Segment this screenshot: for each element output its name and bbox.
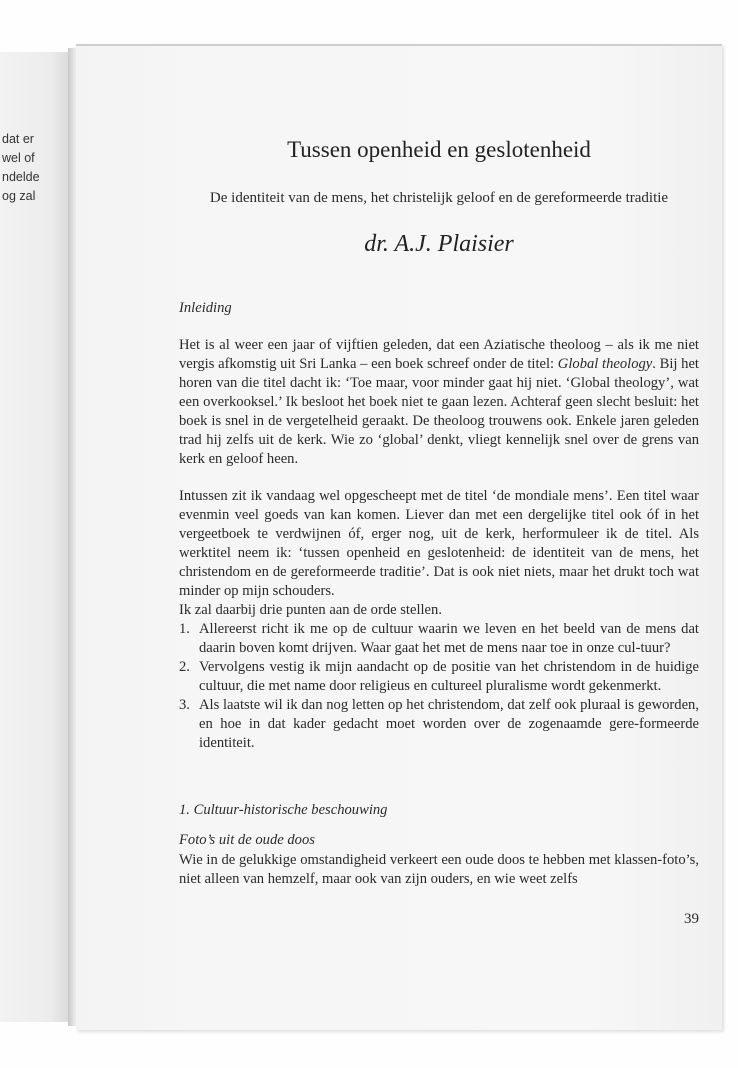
- list-item: [179, 658, 699, 696]
- body-paragraph: Wie in de gelukkige omstandigheid verkeert een oude doos te hebben met klassen-foto’s, niet alleen van hemzelf, maar ook van zijn ouders, en wie weet zelfs: [179, 852, 699, 887]
- paragraph-text: Het is al weer een jaar of vijftien geleden, dat een Aziatische theoloog – als ik me niet vergis afkomstig uit Sri Lanka – een boek schreef onder de titel:: [179, 337, 699, 372]
- article-subtitle: De identiteit van de mens, het christelijk geloof en de gereformeerde traditie: [209, 190, 669, 206]
- list-item-number: 1.: [179, 621, 190, 637]
- paragraph-text: . Bij het horen van die titel dacht ik: ‘Toe maar, voor minder gaat hij niet. ‘Global theology’, wat een overkooksel.’ Ik besloot het boek niet te gaan lezen. Achteraf geen slecht besluit: het boek is snel in de vergetelheid geraakt. De theoloog trouwens ook. Enkele jaren geleden trad hij zelfs uit de kerk. Wie zo ‘global’ denkt, vliegt kennelijk snel over de grens van kerk en geloof heen.: [179, 356, 699, 467]
- left-page-text-fragment: wel of: [2, 151, 35, 165]
- left-page-text-fragment: dat er: [2, 132, 34, 146]
- article-title: Tussen openheid en geslotenheid: [287, 137, 591, 162]
- left-page-text-fragment: og zal: [2, 189, 36, 203]
- intro-paragraph-2: Intussen zit ik vandaag wel opgescheept met de titel ‘de mondiale mens’. Een titel waar evenmin veel goeds van kan komen. Liever dan met een dergelijke titel ook óf in het vergeetboek te verdwijnen óf, erger nog, uit de kerk, herformuleer ik de titel. Als werktitel neem ik: ‘tussen openheid en geslotenheid: de identiteit van de mens, het christendom en de gereformeerde traditie’. Dat is ook niet niets, maar het drukt toch wat minder op mijn schouders.: [179, 488, 699, 599]
- left-page-edge: [0, 52, 72, 1022]
- intro-paragraph-1: [179, 336, 699, 469]
- section-heading-intro: Inleiding: [179, 300, 232, 316]
- book-title: Global theology: [557, 356, 653, 372]
- list-item-text: Als laatste wil ik dan nog letten op het christendom, dat zelf ook pluraal is geworden, en hoe in dat kader gedacht moet worden over de zogenaamde gere-formeerde identiteit.: [199, 697, 699, 751]
- right-page: [76, 44, 722, 1030]
- left-page-text-fragment: ndelde: [2, 170, 40, 184]
- page-number: 39: [684, 911, 699, 927]
- intro-paragraph-3: Ik zal daarbij drie punten aan de orde stellen.: [179, 602, 442, 618]
- list-item-number: 2.: [179, 659, 190, 675]
- list-item: [179, 696, 699, 753]
- list-item-number: 3.: [179, 697, 190, 713]
- list-item-text: Allereerst richt ik me op de cultuur waarin we leven en het beeld van de mens dat daarin boven komt drijven. Waar gaat het met de mens naar toe in onze cul-tuur?: [199, 621, 699, 656]
- list-item: [179, 620, 699, 658]
- points-list: [179, 620, 699, 753]
- section-heading-1: 1. Cultuur-historische beschouwing: [179, 802, 388, 818]
- subsection-heading: Foto’s uit de oude doos: [179, 832, 315, 848]
- list-item-text: Vervolgens vestig ik mijn aandacht op de positie van het christendom in de huidige cultuur, die met name door religieus en cultureel pluralisme wordt gekenmerkt.: [199, 659, 699, 694]
- article-author: dr. A.J. Plaisier: [364, 231, 514, 257]
